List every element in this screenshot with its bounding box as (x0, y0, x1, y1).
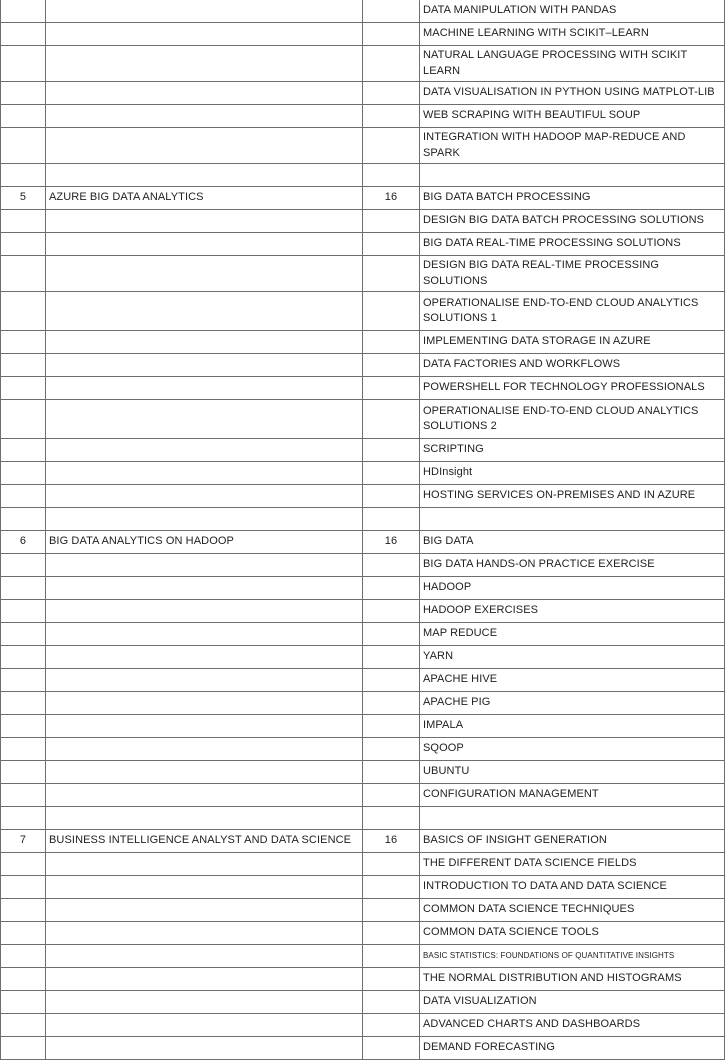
topic-cell: THE DIFFERENT DATA SCIENCE FIELDS (420, 853, 725, 876)
module-number-cell (1, 164, 46, 187)
module-hours-cell (363, 0, 420, 23)
table-row (1, 853, 725, 876)
module-number-cell (1, 0, 46, 23)
table-row (1, 485, 725, 508)
module-number-cell (1, 508, 46, 531)
topic-cell: DATA VISUALIZATION (420, 991, 725, 1014)
module-number-cell (1, 210, 46, 233)
table-row (1, 82, 725, 105)
module-name-cell (46, 105, 363, 128)
module-name-cell (46, 784, 363, 807)
table-row (1, 292, 725, 331)
module-hours-cell (363, 400, 420, 439)
table-row (1, 922, 725, 945)
table-row (1, 899, 725, 922)
module-number-cell (1, 439, 46, 462)
topic-cell: THE NORMAL DISTRIBUTION AND HISTOGRAMS (420, 968, 725, 991)
module-name-cell (46, 991, 363, 1014)
module-hours-cell (363, 354, 420, 377)
topic-cell: APACHE PIG (420, 692, 725, 715)
module-hours-cell: 16 (363, 187, 420, 210)
module-hours-cell (363, 669, 420, 692)
module-name-cell (46, 646, 363, 669)
module-hours-cell (363, 623, 420, 646)
module-name-cell (46, 853, 363, 876)
module-number-cell (1, 462, 46, 485)
module-name-cell (46, 128, 363, 164)
table-row (1, 600, 725, 623)
module-number-cell (1, 876, 46, 899)
module-hours-cell (363, 646, 420, 669)
topic-cell: MACHINE LEARNING WITH SCIKIT–LEARN (420, 23, 725, 46)
module-hours-cell (363, 210, 420, 233)
module-hours-cell (363, 922, 420, 945)
module-hours-cell (363, 692, 420, 715)
module-number-cell (1, 105, 46, 128)
module-name-cell (46, 23, 363, 46)
table-row (1, 187, 725, 210)
table-row (1, 1014, 725, 1037)
topic-cell: HADOOP EXERCISES (420, 600, 725, 623)
module-hours-cell (363, 128, 420, 164)
module-name-cell (46, 715, 363, 738)
topic-cell: YARN (420, 646, 725, 669)
table-row (1, 738, 725, 761)
module-number-cell (1, 692, 46, 715)
module-number-cell (1, 945, 46, 968)
table-row (1, 623, 725, 646)
table-body (1, 0, 725, 1060)
table-row (1, 692, 725, 715)
module-number-cell (1, 738, 46, 761)
topic-cell: DATA FACTORIES AND WORKFLOWS (420, 354, 725, 377)
module-number-cell (1, 922, 46, 945)
module-hours-cell: 16 (363, 531, 420, 554)
module-hours-cell (363, 508, 420, 531)
table-row (1, 968, 725, 991)
module-hours-cell (363, 462, 420, 485)
module-hours-cell (363, 761, 420, 784)
module-number-cell (1, 807, 46, 830)
module-name-cell (46, 0, 363, 23)
module-name-cell (46, 331, 363, 354)
table-row (1, 331, 725, 354)
module-hours-cell (363, 554, 420, 577)
module-hours-cell (363, 105, 420, 128)
module-name-cell (46, 46, 363, 82)
module-name-cell (46, 669, 363, 692)
topic-cell: WEB SCRAPING WITH BEAUTIFUL SOUP (420, 105, 725, 128)
table-row (1, 991, 725, 1014)
module-number-cell (1, 761, 46, 784)
module-number-cell (1, 82, 46, 105)
module-number-cell (1, 23, 46, 46)
module-number-cell (1, 354, 46, 377)
module-number-cell (1, 600, 46, 623)
module-number-cell (1, 233, 46, 256)
module-number-cell (1, 646, 46, 669)
module-hours-cell (363, 853, 420, 876)
table-row (1, 945, 725, 968)
module-number-cell (1, 400, 46, 439)
module-number-cell (1, 991, 46, 1014)
module-name-cell (46, 692, 363, 715)
module-number-cell: 6 (1, 531, 46, 554)
module-name-cell (46, 623, 363, 646)
module-name-cell (46, 233, 363, 256)
module-name-cell (46, 945, 363, 968)
module-hours-cell (363, 82, 420, 105)
module-hours-cell: 16 (363, 830, 420, 853)
module-name-cell (46, 400, 363, 439)
table-row (1, 439, 725, 462)
module-hours-cell (363, 968, 420, 991)
topic-cell: BIG DATA BATCH PROCESSING (420, 187, 725, 210)
topic-cell: DATA VISUALISATION IN PYTHON USING MATPLOT-LIB (420, 82, 725, 105)
topic-cell: OPERATIONALISE END-TO-END CLOUD ANALYTICS SOLUTIONS 2 (420, 400, 725, 439)
table-row (1, 876, 725, 899)
module-hours-cell (363, 331, 420, 354)
module-number-cell (1, 485, 46, 508)
topic-cell: HDInsight (420, 462, 725, 485)
module-number-cell (1, 1014, 46, 1037)
table-row (1, 0, 725, 23)
module-number-cell (1, 715, 46, 738)
table-row (1, 1037, 725, 1060)
table-row (1, 761, 725, 784)
module-hours-cell (363, 899, 420, 922)
module-hours-cell (363, 1037, 420, 1060)
table-row (1, 105, 725, 128)
table-row (1, 46, 725, 82)
module-number-cell (1, 46, 46, 82)
module-name-cell (46, 554, 363, 577)
table-row (1, 830, 725, 853)
topic-cell: CONFIGURATION MANAGEMENT (420, 784, 725, 807)
module-name-cell: BUSINESS INTELLIGENCE ANALYST AND DATA SCIENCE (46, 830, 363, 853)
module-name-cell (46, 807, 363, 830)
table-row (1, 128, 725, 164)
module-name-cell: AZURE BIG DATA ANALYTICS (46, 187, 363, 210)
module-number-cell (1, 128, 46, 164)
table-row (1, 233, 725, 256)
module-name-cell (46, 1014, 363, 1037)
table-row (1, 554, 725, 577)
module-number-cell: 5 (1, 187, 46, 210)
topic-cell: ADVANCED CHARTS AND DASHBOARDS (420, 1014, 725, 1037)
module-number-cell (1, 669, 46, 692)
topic-cell: INTRODUCTION TO DATA AND DATA SCIENCE (420, 876, 725, 899)
module-number-cell (1, 554, 46, 577)
topic-cell: BASICS OF INSIGHT GENERATION (420, 830, 725, 853)
module-name-cell (46, 761, 363, 784)
topic-cell: NATURAL LANGUAGE PROCESSING WITH SCIKIT LEARN (420, 46, 725, 82)
module-hours-cell (363, 991, 420, 1014)
module-hours-cell (363, 164, 420, 187)
module-number-cell (1, 377, 46, 400)
topic-cell: HADOOP (420, 577, 725, 600)
module-number-cell (1, 577, 46, 600)
module-name-cell (46, 354, 363, 377)
topic-cell: APACHE HIVE (420, 669, 725, 692)
table-row (1, 715, 725, 738)
topic-cell (420, 508, 725, 531)
topic-cell: SQOOP (420, 738, 725, 761)
module-number-cell (1, 968, 46, 991)
topic-cell: DEMAND FORECASTING (420, 1037, 725, 1060)
module-number-cell (1, 853, 46, 876)
module-number-cell (1, 292, 46, 331)
module-name-cell (46, 968, 363, 991)
topic-cell (420, 164, 725, 187)
topic-cell: IMPLEMENTING DATA STORAGE IN AZURE (420, 331, 725, 354)
module-hours-cell (363, 256, 420, 292)
module-name-cell (46, 600, 363, 623)
topic-cell: BIG DATA REAL-TIME PROCESSING SOLUTIONS (420, 233, 725, 256)
topic-cell: HOSTING SERVICES ON-PREMISES AND IN AZURE (420, 485, 725, 508)
module-hours-cell (363, 377, 420, 400)
topic-cell: COMMON DATA SCIENCE TECHNIQUES (420, 899, 725, 922)
module-hours-cell (363, 577, 420, 600)
module-hours-cell (363, 945, 420, 968)
table-row (1, 256, 725, 292)
module-hours-cell (363, 876, 420, 899)
module-hours-cell (363, 233, 420, 256)
topic-cell (420, 807, 725, 830)
module-name-cell (46, 164, 363, 187)
topic-cell: BIG DATA (420, 531, 725, 554)
topic-cell: SCRIPTING (420, 439, 725, 462)
module-hours-cell (363, 23, 420, 46)
module-name-cell (46, 377, 363, 400)
module-hours-cell (363, 807, 420, 830)
topic-cell: DESIGN BIG DATA BATCH PROCESSING SOLUTIONS (420, 210, 725, 233)
table-row (1, 400, 725, 439)
table-row (1, 807, 725, 830)
topic-cell: DESIGN BIG DATA REAL-TIME PROCESSING SOLUTIONS (420, 256, 725, 292)
module-hours-cell (363, 292, 420, 331)
module-name-cell (46, 508, 363, 531)
table-row (1, 462, 725, 485)
table-row (1, 646, 725, 669)
table-row (1, 577, 725, 600)
module-hours-cell (363, 715, 420, 738)
module-hours-cell (363, 46, 420, 82)
module-name-cell (46, 462, 363, 485)
table-row (1, 377, 725, 400)
module-number-cell (1, 1037, 46, 1060)
module-name-cell (46, 82, 363, 105)
module-name-cell (46, 256, 363, 292)
module-number-cell (1, 899, 46, 922)
module-number-cell (1, 623, 46, 646)
table-row (1, 164, 725, 187)
topic-cell: UBUNTU (420, 761, 725, 784)
module-hours-cell (363, 1014, 420, 1037)
topic-cell: MAP REDUCE (420, 623, 725, 646)
table-row (1, 784, 725, 807)
module-name-cell (46, 210, 363, 233)
module-hours-cell (363, 485, 420, 508)
module-name-cell: BIG DATA ANALYTICS ON HADOOP (46, 531, 363, 554)
module-name-cell (46, 577, 363, 600)
module-number-cell (1, 331, 46, 354)
topic-cell: IMPALA (420, 715, 725, 738)
topic-cell: BIG DATA HANDS-ON PRACTICE EXERCISE (420, 554, 725, 577)
topic-cell: BASIC STATISTICS: FOUNDATIONS OF QUANTITATIVE INSIGHTS (420, 945, 725, 968)
table-row (1, 531, 725, 554)
module-number-cell (1, 784, 46, 807)
topic-cell: DATA MANIPULATION WITH PANDAS (420, 0, 725, 23)
topic-cell: INTEGRATION WITH HADOOP MAP-REDUCE AND SPARK (420, 128, 725, 164)
table-row (1, 669, 725, 692)
module-name-cell (46, 485, 363, 508)
module-name-cell (46, 922, 363, 945)
table-row (1, 23, 725, 46)
table-row (1, 210, 725, 233)
module-name-cell (46, 876, 363, 899)
module-name-cell (46, 292, 363, 331)
topic-cell: OPERATIONALISE END-TO-END CLOUD ANALYTICS SOLUTIONS 1 (420, 292, 725, 331)
module-number-cell (1, 256, 46, 292)
module-name-cell (46, 899, 363, 922)
topic-cell: POWERSHELL FOR TECHNOLOGY PROFESSIONALS (420, 377, 725, 400)
module-name-cell (46, 439, 363, 462)
module-hours-cell (363, 738, 420, 761)
module-hours-cell (363, 600, 420, 623)
table-row (1, 354, 725, 377)
table-row (1, 508, 725, 531)
module-name-cell (46, 1037, 363, 1060)
module-number-cell: 7 (1, 830, 46, 853)
topic-cell: COMMON DATA SCIENCE TOOLS (420, 922, 725, 945)
module-hours-cell (363, 439, 420, 462)
module-hours-cell (363, 784, 420, 807)
module-name-cell (46, 738, 363, 761)
